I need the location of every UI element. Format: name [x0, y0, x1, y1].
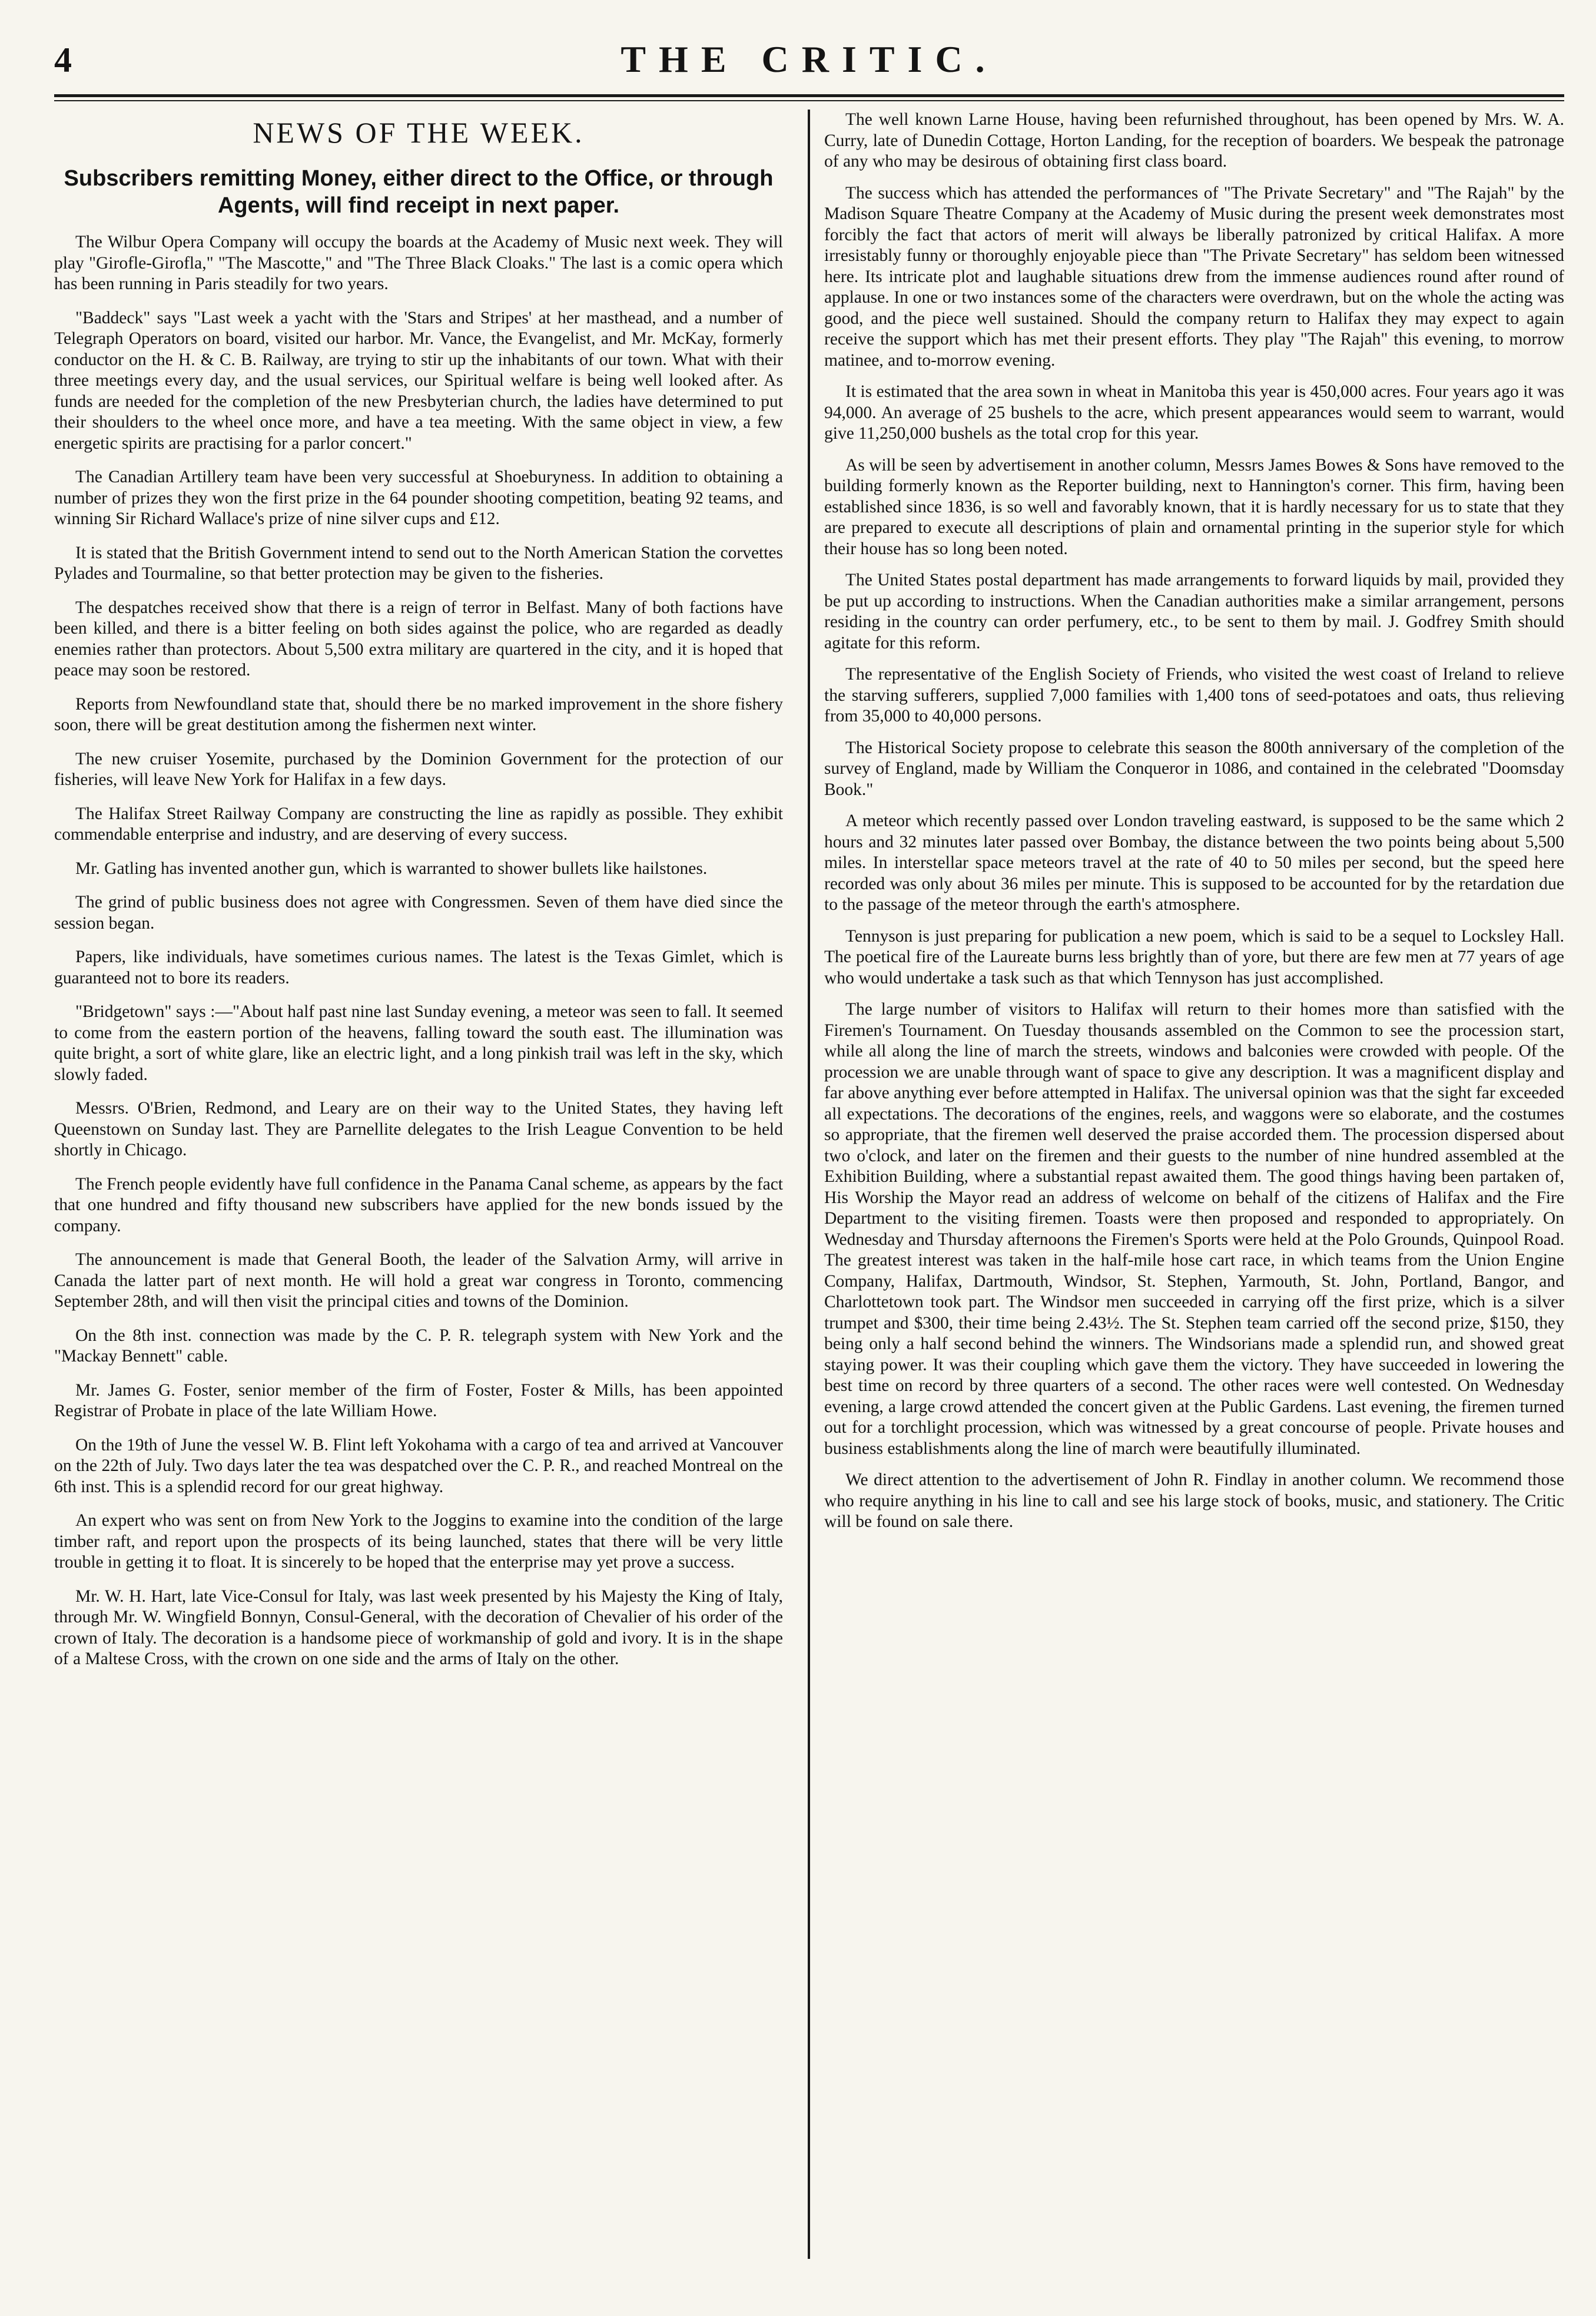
article-paragraph: The Halifax Street Railway Company are constructing the line as rapidly as possible. They exhibit commendable enterprise and industry, and are deserving of every success. [54, 804, 783, 844]
article-paragraph: The Wilbur Opera Company will occupy the boards at the Academy of Music next week. They will play "Girofle-Girofla," "The Mascotte," and "The Three Black Cloaks." The last is a comic opera which has been running in Paris steadily for two years. [54, 233, 783, 293]
article-paragraph: Tennyson is just preparing for publication a new poem, which is said to be a sequel to Locksley Hall. The poetical fire of the Laureate burns less brightly than of yore, but there are few men at 77 years of age who would undertake a task such as that which Tennyson has just accomplished. [824, 926, 1564, 988]
article-paragraph: An expert who was sent on from New York to the Joggins to examine into the condition of the large timber raft, and report upon the prospects of its being launched, states that there will be very little trouble in getting it to float. It is sincerely to be hoped that the enterprise may yet prove a success. [54, 1511, 783, 1572]
right-column [822, 110, 1564, 2259]
article-paragraph: The large number of visitors to Halifax will return to their homes more than satisfied with the Firemen's Tournament. On Tuesday thousands assembled on the Common to see the procession start, while all along the line of march the streets, windows and balconies were crowded with people. Of the procession we are unable through want of space to give any description. It was a magnificent display and far above anything ever before attempted in Halifax. The universal opinion was that the sight far exceeded all expectations. The decorations of the engines, reels, and waggons were so elaborate, and the costumes so appropriate, that the firemen well deserved the praise accorded them. The procession dispersed about two o'clock, and later on the firemen and their guests to the number of nine hundred assembled at the Exhibition Building, where a substantial repast awaited them. The good things having been partaken of, His Worship the Mayor read an address of welcome on behalf of the citizens of Halifax and the Fire Department to the visiting firemen. Toasts were then proposed and responded to appropriately. On Wednesday and Thursday afternoons the Firemen's Sports were held at the Polo Grounds, Quinpool Road. The greatest interest was taken in the half-mile hose cart race, in which teams from the Union Engine Company, Halifax, Dartmouth, Windsor, St. Stephen, Yarmouth, St. John, Portland, Bangor, and Charlottetown took part. The Windsor men succeeded in carrying off the first prize, which is a silver trumpet and $300, their time being 2.43½. The St. Stephen team carried off the second prize, $150, they being only a half second behind the winners. The Windsorians made a splendid run, and showed great staying power. It was their coupling which gave them the victory. They have succeeded in lowering the best time on record by three quarters of a second. The other races were well contested. On Wednesday evening, a large crowd attended the concert given at the Public Gardens. Last evening, the firemen turned out for a torchlight procession, which was witnessed by a great concourse of people. Private houses and business establishments along the line of march were beautifully illuminated. [824, 1000, 1564, 1458]
article-paragraph: It is stated that the British Government intend to send out to the North American Station the corvettes Pylades and Tourmaline, so that better protection may be given to the fisheries. [54, 543, 783, 583]
article-paragraph: Mr. James G. Foster, senior member of the firm of Foster, Foster & Mills, has been appointed Registrar of Probate in place of the late William Howe. [54, 1380, 783, 1420]
article-paragraph: On the 19th of June the vessel W. B. Flint left Yokohama with a cargo of tea and arrived at Vancouver on the 22th of July. Two days later the tea was despatched over the C. P. R., and reached Montreal on the 6th inst. This is a splendid record for our great highway. [54, 1435, 783, 1496]
article-paragraph: The despatches received show that there is a reign of terror in Belfast. Many of both factions have been killed, and there is a bitter feeling on both sides against the police, who are regarded as deadly enemies rather than protectors. About 5,500 extra military are quartered in the city, and it is hoped that peace may soon be restored. [54, 598, 783, 680]
article-paragraph: "Bridgetown" says :—"About half past nine last Sunday evening, a meteor was seen to fall. It seemed to come from the eastern portion of the heavens, falling toward the south east. The illumination was quite bright, a sort of white glare, like an electric light, and a long pinkish trail was left in the sky, which slowly faded. [54, 1002, 783, 1084]
newspaper-page [54, 32, 1564, 2287]
article-paragraph: "Baddeck" says "Last week a yacht with the 'Stars and Stripes' at her masthead, and a number of Telegraph Operators on board, visited our harbor. Mr. Vance, the Evangelist, and Mr. McKay, formerly conductor on the H. & C. B. Railway, are trying to stir up the inhabitants of our town. What with their three meetings every day, and the usual services, our Spiritual welfare is being well looked after. As funds are needed for the completion of the new Presbyterian church, the ladies have determined to put their shoulders to the wheel once more, and have a tea meeting. With the same object in view, a few energetic spirits are practising for a parlor concert." [54, 308, 783, 453]
page-number: 4 [54, 41, 72, 79]
article-paragraph: The well known Larne House, having been refurnished throughout, has been opened by Mrs. W. A. Curry, late of Dunedin Cottage, Horton Landing, for the reception of boarders. We bespeak the patronage of any who may be desirous of obtaining first class board. [824, 110, 1564, 171]
article-paragraph: The representative of the English Society of Friends, who visited the west coast of Ireland to relieve the starving sufferers, supplied 7,000 families with 1,400 tons of seed-potatoes and oats, thus relieving from 35,000 to 40,000 persons. [824, 665, 1564, 725]
article-paragraph: Papers, like individuals, have sometimes curious names. The latest is the Texas Gimlet, which is guaranteed not to bore its readers. [54, 947, 783, 988]
article-paragraph: The United States postal department has made arrangements to forward liquids by mail, provided they be put up according to instructions. When the Canadian authorities make a similar arrangement, persons residing in the country can order perfumery, etc., to be sent to them by mail. J. Godfrey Smith should agitate for this reform. [824, 571, 1564, 652]
article-paragraph: The announcement is made that General Booth, the leader of the Salvation Army, will arrive in Canada the latter part of next month. He will hold a great war congress in Toronto, commencing September 28th, and will then visit the principal cities and towns of the Dominion. [54, 1250, 783, 1311]
article-paragraph: On the 8th inst. connection was made by the C. P. R. telegraph system with New York and the "Mackay Bennett" cable. [54, 1326, 783, 1366]
article-paragraph: Reports from Newfoundland state that, should there be no marked improvement in the shore fishery soon, there will be great destitution among the fishermen next winter. [54, 694, 783, 734]
article-paragraph: As will be seen by advertisement in another column, Messrs James Bowes & Sons have removed to the building formerly known as the Reporter building, next to Hannington's corner. This firm, having been established since 1836, is so well and favorably known, that it is hardly necessary for us to state that they are prepared to execute all descriptions of plain and ornamental printing in the superior style for which their house has so long been noted. [824, 455, 1564, 558]
article-paragraph: Mr. Gatling has invented another gun, which is warranted to shower bullets like hailstones. [75, 859, 708, 878]
article-paragraph: The grind of public business does not agree with Congressmen. Seven of them have died since the session began. [54, 893, 783, 933]
article-paragraph: The success which has attended the performances of "The Private Secretary" and "The Rajah" by the Madison Square Theatre Company at the Academy of Music during the present week demonstrates most forcibly the fact that actors of merit will always be liberally patronized by critical Halifax. A more irresistably funny or thoroughly enjoyable piece than "The Private Secretary" has seldom been witnessed here. Its intricate plot and laughable situations drew from the immense audiences round after round of applause. In one or two instances some of the characters were overdrawn, but on the whole the acting was good, and the piece well sustained. Should the company return to Halifax they may expect to again receive the support which has met their present efforts. They play "The Rajah" this evening, to morrow matinee, and to-morrow evening. [824, 183, 1564, 370]
article-paragraph: The new cruiser Yosemite, purchased by the Dominion Government for the protection of our fisheries, will leave New York for Halifax in a few days. [54, 749, 783, 789]
article-paragraph: The Canadian Artillery team have been very successful at Shoeburyness. In addition to obtaining a number of prizes they won the first prize in the 64 pounder shooting competition, beating 92 teams, and winning Sir Richard Wallace's prize of nine silver cups and £12. [54, 468, 783, 528]
journal-title: THE CRITIC. [621, 38, 998, 80]
article-paragraph: Mr. W. H. Hart, late Vice-Consul for Italy, was last week presented by his Majesty the King of Italy, through Mr. W. Wingfield Bonnyn, Consul-General, with the decoration of Chevalier of his order of the crown of Italy. The decoration is a handsome piece of workmanship of gold and ivory. It is in the shape of a Maltese Cross, with the crown on one side and the arms of Italy on the other. [54, 1586, 783, 1668]
masthead-rule [54, 94, 1564, 101]
article-paragraph: Messrs. O'Brien, Redmond, and Leary are on their way to the United States, they having left Queenstown on Sunday last. They are Parnellite delegates to the Irish League Convention to be held shortly in Chicago. [54, 1099, 783, 1159]
article-paragraph: We direct attention to the advertisement of John R. Findlay in another column. We recommend those who require anything in his line to call and see his large stock of books, music, and stationery. The Critic will be found on sale there. [824, 1470, 1564, 1531]
subscriber-notice: Subscribers remitting Money, either direct to the Office, or through Agents, will find receipt in next paper. [64, 166, 774, 218]
article-paragraph: A meteor which recently passed over London traveling eastward, is supposed to be the same which 2 hours and 32 minutes later passed over Bombay, the distance between the two points being about 5,500 miles. In interstellar space meteors travel at the rate of 40 to 50 miles per second, but the speed here recorded was only about 36 miles per minute. This is supposed to be accounted for by the retardation due to the passage of the meteor through the earth's atmosphere. [824, 811, 1564, 914]
masthead [54, 32, 1564, 91]
section-title: NEWS OF THE WEEK. [253, 116, 585, 149]
columns [54, 110, 1564, 2259]
left-column [54, 110, 796, 2259]
article-paragraph: The French people evidently have full confidence in the Panama Canal scheme, as appears by the fact that one hundred and fifty thousand new subscribers have applied for the new bonds issued by the company. [54, 1174, 783, 1235]
article-paragraph: It is estimated that the area sown in wheat in Manitoba this year is 450,000 acres. Four years ago it was 94,000. An average of 25 bushels to the acre, which present appearances would seem to warrant, would give 11,250,000 bushels as the total crop for this year. [824, 382, 1564, 443]
article-paragraph: The Historical Society propose to celebrate this season the 800th anniversary of the completion of the survey of England, made by William the Conqueror in 1086, and contained in the celebrated "Doomsday Book." [824, 738, 1564, 799]
column-divider [808, 110, 810, 2259]
